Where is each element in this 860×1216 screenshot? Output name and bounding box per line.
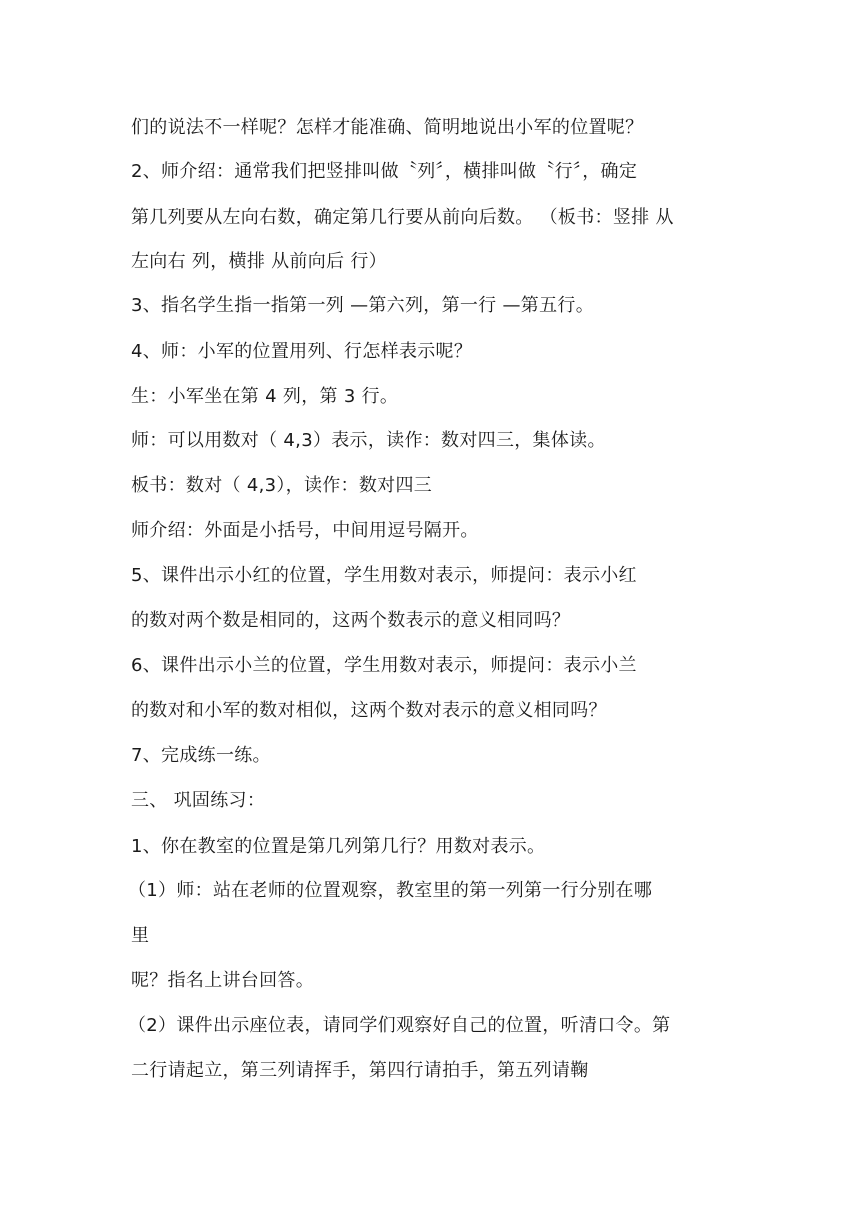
text-line-21: （2）课件出示座位表，请同学们观察好自己的位置，听清口令。第 xyxy=(128,1015,671,1036)
text-line-10: 师介绍：外面是小括号，中间用逗号隔开。 xyxy=(131,520,479,541)
text-line-8: 师：可以用数对（ 4,3）表示，读作：数对四三，集体读。 xyxy=(131,430,606,451)
text-line-7: 生：小军坐在第 4 列，第 3 行。 xyxy=(131,386,399,407)
text-line-1: 们的说法不一样呢？怎样才能准确、简明地说出小军的位置呢？ xyxy=(131,117,644,138)
text-line-18: （1）师：站在老师的位置观察，教室里的第一列第一行分别在哪 xyxy=(128,880,653,901)
text-line-12: 的数对两个数是相同的，这两个数表示的意义相同吗？ xyxy=(131,610,571,631)
text-line-17: 1、你在教室的位置是第几列第几行？用数对表示。 xyxy=(131,836,546,857)
text-line-13: 6、课件出示小兰的位置，学生用数对表示，师提问：表示小兰 xyxy=(131,655,637,676)
text-line-15: 7、完成练一练。 xyxy=(131,745,271,766)
text-line-4: 左向右 列，横排 从前向后 行） xyxy=(131,251,387,272)
text-line-5: 3、指名学生指一指第一列 —第六列，第一行 —第五行。 xyxy=(131,295,594,316)
text-line-22: 二行请起立，第三列请挥手，第四行请拍手，第五列请鞠 xyxy=(131,1060,589,1081)
text-line-2: 2、师介绍：通常我们把竖排叫做〝列〞，横排叫做〝行〞，确定 xyxy=(131,161,638,182)
text-line-3: 第几列要从左向右数，确定第几行要从前向后数。 （板书：竖排 从 xyxy=(131,207,674,228)
text-line-16: 三、 巩固练习： xyxy=(131,790,266,811)
text-line-19: 里 xyxy=(131,925,150,946)
text-line-11: 5、课件出示小红的位置，学生用数对表示，师提问：表示小红 xyxy=(131,565,637,586)
text-line-6: 4、师：小军的位置用列、行怎样表示呢？ xyxy=(131,341,473,362)
text-line-9: 板书：数对（ 4,3），读作：数对四三 xyxy=(131,475,433,496)
text-line-14: 的数对和小军的数对相似，这两个数对表示的意义相同吗？ xyxy=(131,700,607,721)
text-line-20: 呢？指名上讲台回答。 xyxy=(131,970,314,991)
